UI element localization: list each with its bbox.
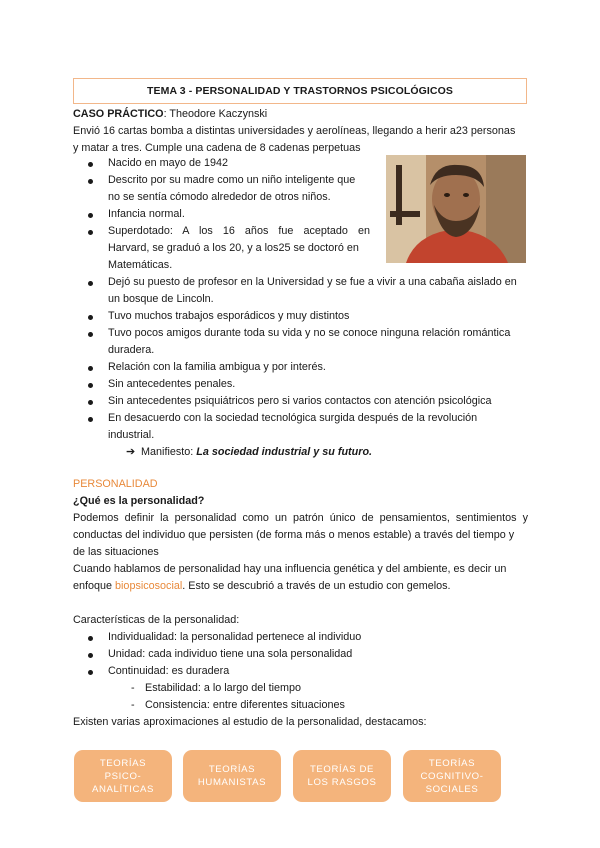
case-bullet: Relación con la familia ambigua y por interés.	[108, 361, 326, 373]
card-teorias-psicoanaliticas	[74, 750, 172, 802]
characteristic-item: Individualidad: la personalidad pertenece al individuo	[108, 631, 362, 643]
card-line: HUMANISTAS	[197, 777, 267, 788]
case-label: CASO PRÁCTICO	[73, 108, 164, 120]
card-line: TEORÍAS DE	[309, 764, 375, 775]
case-name: : Theodore Kaczynski	[163, 108, 268, 120]
page-title: TEMA 3 - PERSONALIDAD Y TRASTORNOS PSICOLÓGICOS	[73, 78, 527, 104]
sub-item: Estabilidad: a lo largo del tiempo	[145, 682, 302, 694]
card-line: SOCIALES	[425, 783, 479, 795]
bullet-dot	[88, 281, 93, 286]
case-bullet-cont: Harvard, se graduó a los 20, y a los25 se doctoró en	[108, 242, 359, 254]
case-bullet: Tuvo pocos amigos durante toda su vida y no se conoce ninguna relación romántica	[108, 327, 511, 339]
card-line: PSICO-	[104, 770, 142, 782]
approaches-intro: Existen varias aproximaciones al estudio de la personalidad, destacamos:	[73, 716, 427, 728]
highlight-biopsicosocial: biopsicosocial	[115, 580, 183, 592]
case-bullet: Nacido en mayo de 1942	[108, 157, 229, 169]
sub-item: Consistencia: entre diferentes situaciones	[145, 699, 345, 711]
text-fragment: enfoque	[73, 580, 116, 592]
bullet-dot	[88, 332, 93, 337]
card-line: TEORÍAS	[208, 764, 256, 775]
case-bullet-cont: Matemáticas.	[108, 259, 173, 271]
bullet-dot	[88, 383, 93, 388]
paragraph-line: conductas del individuo que persisten (de forma más o menos estable) a través del tiempo y	[73, 529, 515, 541]
bullet-dot	[88, 670, 93, 675]
kaczynski-photo	[386, 155, 526, 263]
characteristics-title: Características de la personalidad:	[73, 614, 240, 626]
case-bullet: Infancia normal.	[108, 208, 185, 220]
paragraph-line: Cuando hablamos de personalidad hay una influencia genética y del ambiente, es decir un	[73, 563, 507, 575]
case-intro-line-1: Envió 16 cartas bomba a distintas universidades y aerolíneas, llegando a herir a23 personas	[73, 125, 516, 137]
text-fragment: . Esto se descubrió a través de un estudio con gemelos.	[182, 580, 451, 592]
bullet-dot	[88, 400, 93, 405]
case-bullet-cont: industrial.	[108, 429, 155, 441]
case-bullet: Superdotado: A los 16 años fue aceptado en	[108, 225, 370, 237]
manifesto-label: Manifiesto:	[141, 446, 197, 458]
case-bullet-cont: duradera.	[108, 344, 155, 356]
case-bullet: En desacuerdo con la sociedad tecnológica surgida después de la revolución	[108, 412, 478, 424]
card-line: ANALÍTICAS	[92, 783, 154, 795]
card-teorias-humanistas	[183, 750, 281, 802]
case-intro-line-2: y matar a tres. Cumple una cadena de 8 cadenas perpetuas	[73, 142, 361, 154]
card-line: TEORÍAS	[428, 757, 476, 769]
bullet-dot	[88, 366, 93, 371]
dash-marker: -	[131, 699, 135, 711]
bullet-dot	[88, 315, 93, 320]
bullet-dot	[88, 653, 93, 658]
manifesto-line	[126, 444, 372, 461]
case-bullet: Descrito por su madre como un niño inteligente que	[108, 174, 356, 186]
card-teorias-rasgos	[293, 750, 391, 802]
bullet-dot	[88, 213, 93, 218]
paragraph-line: Podemos definir la personalidad como un patrón único de pensamientos, sentimientos y	[73, 512, 528, 524]
card-line: LOS RASGOS	[307, 777, 377, 788]
characteristic-item: Continuidad: es duradera	[108, 665, 230, 677]
manifesto-title: La sociedad industrial y su futuro.	[196, 446, 373, 458]
bullet-dot	[88, 417, 93, 422]
case-bullet: Tuvo muchos trabajos esporádicos y muy distintos	[108, 310, 350, 322]
bullet-dot	[88, 162, 93, 167]
card-line: TEORÍAS	[99, 757, 147, 769]
section-heading: PERSONALIDAD	[73, 478, 158, 490]
paragraph-line	[73, 578, 451, 595]
bullet-dot	[88, 179, 93, 184]
bullet-dot	[88, 636, 93, 641]
case-bullet: Sin antecedentes psiquiátricos pero si varios contactos con atención psicológica	[108, 395, 492, 407]
dash-marker: -	[131, 682, 135, 694]
paragraph-line: de las situaciones	[73, 546, 159, 558]
case-bullet-cont: no se sentía cómodo alrededor de otros niños.	[108, 191, 331, 203]
card-teorias-cognitivo-sociales	[403, 750, 501, 802]
characteristic-item: Unidad: cada individuo tiene una sola personalidad	[108, 648, 353, 660]
case-bullet: Sin antecedentes penales.	[108, 378, 236, 390]
arrow-icon: ➔	[126, 446, 136, 458]
case-bullet-cont: un bosque de Lincoln.	[108, 293, 214, 305]
portrait-illustration	[386, 155, 526, 263]
bullet-dot	[88, 230, 93, 235]
card-line: COGNITIVO-	[420, 770, 484, 782]
case-heading	[73, 106, 267, 123]
section-question: ¿Qué es la personalidad?	[73, 495, 205, 507]
case-bullet: Dejó su puesto de profesor en la Universidad y se fue a vivir a una cabaña aislado en	[108, 276, 517, 288]
